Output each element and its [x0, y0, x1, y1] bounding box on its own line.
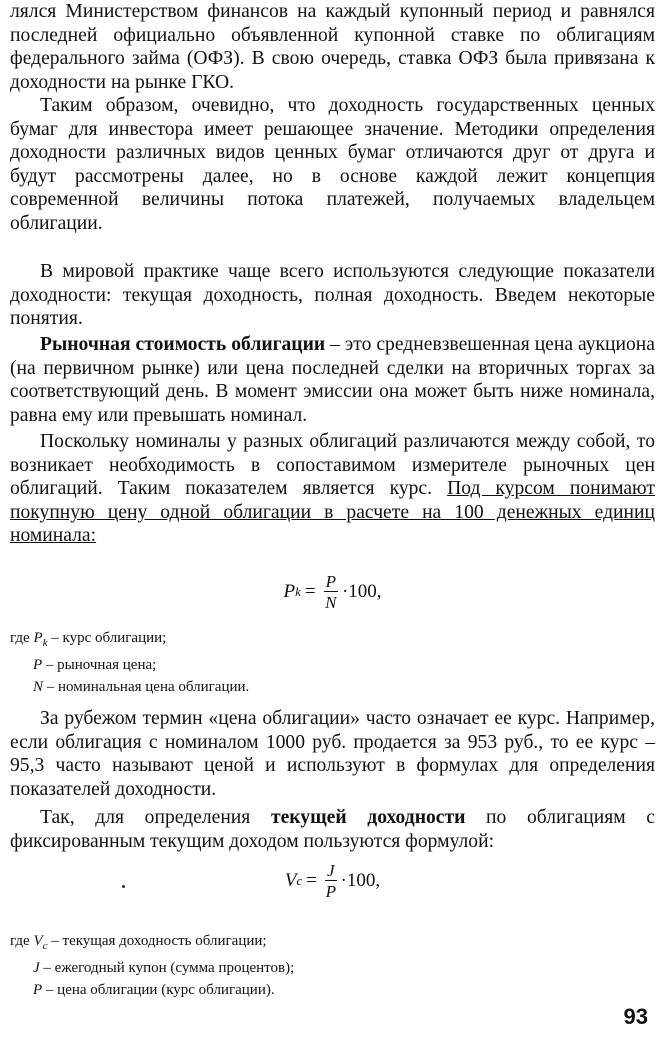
formula2-eq: =: [306, 870, 317, 891]
legend-text: – текущая доходность облигации;: [47, 933, 267, 949]
formula-current-yield: [10, 862, 655, 900]
term-current-yield: текущей доходности: [270, 807, 466, 828]
legend-prefix: где: [10, 630, 34, 646]
formula2-lhs: V: [284, 870, 297, 891]
formula2-num: J: [326, 861, 335, 880]
paragraph-5: [10, 430, 655, 548]
formula2-tail: ·100,: [340, 870, 381, 891]
legend-var: P: [33, 982, 43, 998]
legend-sub: c: [42, 940, 48, 952]
legend1-row-n: [10, 676, 249, 698]
legend-text: – курс облигации;: [47, 630, 167, 646]
legend-var: V: [33, 933, 43, 949]
paragraph-6: За рубежом термин «цена облигации» часто означает ее курс. Например, если облигация с номиналом 1000 руб. продается за 953 руб., то ее курс – 95,3 часто называют ценой и используют в формулах для определения показателей доходности.: [10, 708, 655, 800]
formula1-den: N: [325, 593, 337, 612]
paragraph-3: В мировой практике чаще всего используются следующие показатели доходности: текущая доходность, полная доходность. Введем некоторые понятия.: [10, 261, 655, 330]
paragraph-4-text: – это средневзвешенная цена аукциона (на первичном рынке) или цена последней сделки на вторичных торгах за соответствующий день. В момент эмиссии она может быть ниже номинала, равна ему или превышать номинал.: [10, 334, 655, 426]
term-market-value: Рыночная стоимость облигации: [40, 334, 326, 355]
speck-mark: [122, 885, 125, 888]
legend-text: – цена облигации (курс облигации).: [42, 982, 275, 998]
formula1-num: P: [325, 572, 336, 591]
legend-var: P: [33, 657, 43, 673]
formula2-den: P: [325, 882, 336, 901]
legend-sub: k: [42, 637, 48, 649]
paragraph-4: [10, 333, 655, 427]
formula1-lhs: P: [283, 581, 296, 602]
formula1-tail: ·100,: [341, 581, 382, 602]
paragraph-1: лялся Министерством финансов на каждый купонный период и равнялся последней официально объявленной купонной ставке по облигациям федерального займа (ОФЗ). В свою очередь, ставка ОФЗ была привязана к доходности на рынке ГКО.: [10, 1, 655, 93]
legend-var: P: [33, 630, 43, 646]
paragraph-2: Таким образом, очевидно, что доходность государственных ценных бумаг для инвестора имеет решающее значение. Методики определения доходности различных видов ценных бумаг отличаются друг от друга и будут рассмотрены далее, но в основе каждой лежит концепция современной величины потока платежей, получаемых владельцем облигации.: [10, 95, 655, 234]
formula1-lhs-sub: k: [295, 584, 301, 599]
formula-course: [10, 573, 655, 611]
formula2-lhs-sub: c: [296, 873, 303, 888]
formula2-legend: [10, 930, 294, 1001]
legend1-row-p: [10, 654, 249, 676]
legend2-row-j: [10, 957, 294, 979]
legend-text: – рыночная цена;: [42, 657, 157, 673]
legend-var: N: [33, 679, 44, 695]
course-definition: Под курсом понимают покупную цену одной облигации в расчете на 100 денежных единиц номинала:: [10, 478, 655, 547]
formula2-fraction: [325, 862, 337, 900]
paragraph-7-text-a: Так, для определения: [40, 807, 271, 828]
paragraph-5-text: Поскольку номиналы у разных облигаций различаются между собой, то возникает необходимость в сопоставимом измерителе рыночных цен облигаций. Таким показателем является курс.: [10, 431, 655, 500]
legend2-row-p: [10, 979, 294, 1001]
paragraph-7-text-b: по облигациям с фиксированным текущим доходом пользуются формулой:: [10, 807, 656, 852]
page-number: 93: [623, 1004, 648, 1029]
formula1-legend: [10, 627, 249, 698]
legend-text: – номинальная цена облигации.: [43, 679, 250, 695]
formula1-fraction: [324, 573, 338, 611]
legend2-row-vc: [10, 930, 294, 957]
paragraph-7: [10, 806, 655, 853]
legend-var: J: [33, 960, 40, 976]
formula1-eq: =: [304, 581, 316, 602]
legend-prefix: где: [10, 933, 34, 949]
legend1-row-pk: [10, 627, 249, 654]
legend-text: – ежегодный купон (сумма процентов);: [39, 960, 295, 976]
